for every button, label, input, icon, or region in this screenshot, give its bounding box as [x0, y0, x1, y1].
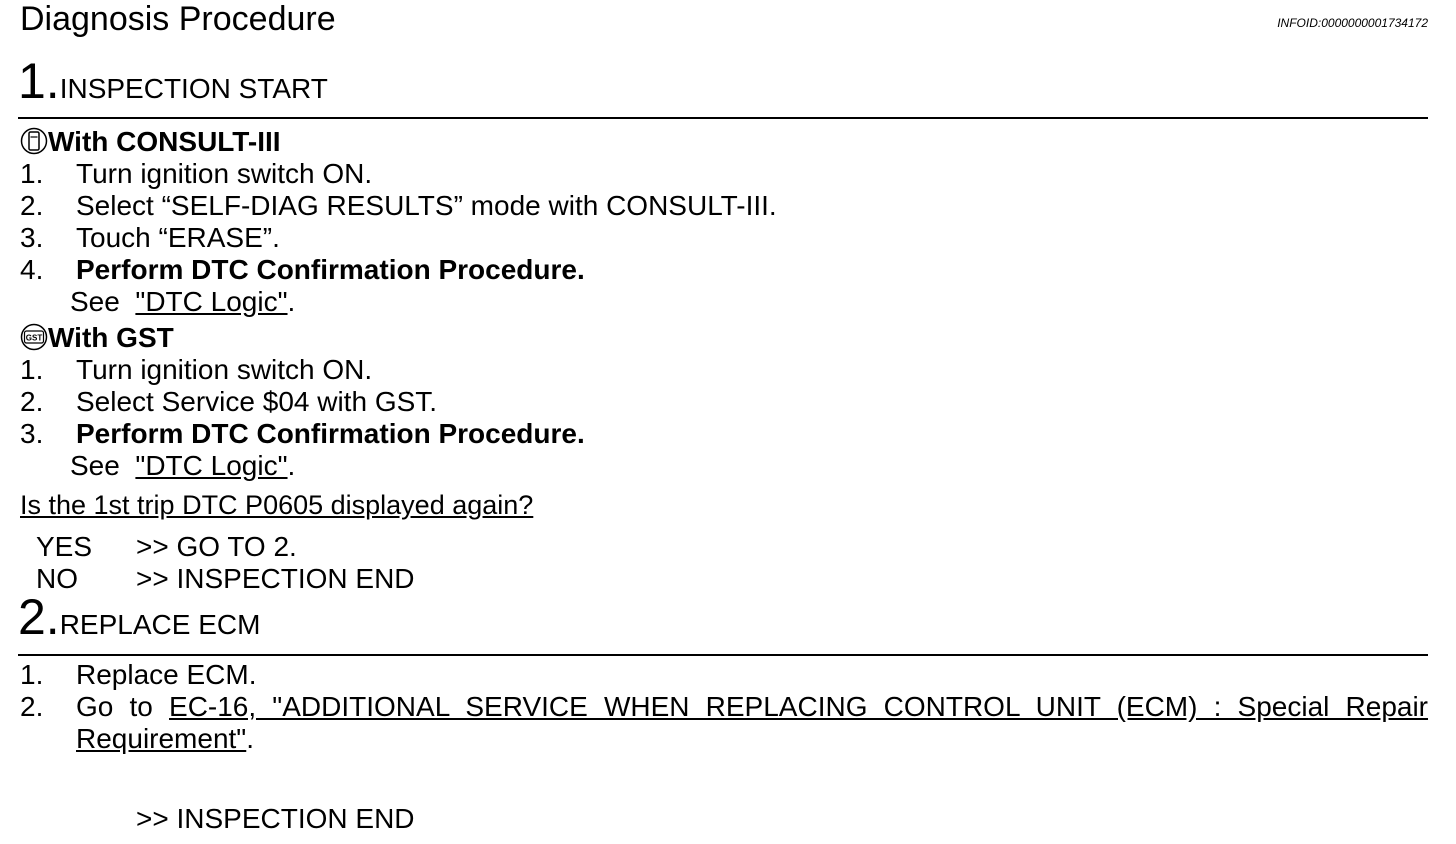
gst-icon [20, 323, 48, 351]
page-title: Diagnosis Procedure [20, 0, 336, 38]
gst-item-1-number: 1. [20, 354, 44, 385]
answer-no-value: >> INSPECTION END [136, 563, 415, 594]
consult-heading-label: With CONSULT-III [48, 126, 281, 157]
consult-item-4-number: 4. [20, 254, 44, 285]
step-1-divider [18, 117, 1428, 119]
consult-item-3-text: Touch “ERASE”. [76, 222, 280, 253]
gst-see-end: . [287, 450, 296, 481]
info-id: INFOID:0000000001734172 [1277, 16, 1428, 30]
answer-yes-value: >> GO TO 2. [136, 531, 297, 562]
step-2-item-1-number: 1. [20, 659, 44, 690]
consult-item-3-number: 3. [20, 222, 44, 253]
step-2-item-2-number: 2. [20, 691, 44, 722]
step-1-heading [18, 52, 328, 110]
gst-see-line [70, 450, 295, 482]
consult-tool-icon [20, 127, 48, 155]
additional-service-link[interactable]: EC-16, "ADDITIONAL SERVICE WHEN REPLACING CONTROL UNIT (ECM) : Special Repair Requirement" [76, 691, 1429, 754]
step-2-item-2-suffix: . [246, 723, 255, 754]
gst-heading [20, 322, 174, 354]
consult-see-label: See [70, 286, 120, 317]
consult-item-2-number: 2. [20, 190, 44, 221]
step-2-heading [18, 588, 260, 646]
step-2-item-2-text [76, 691, 1428, 755]
consult-dtc-logic-link[interactable]: "DTC Logic" [135, 286, 288, 317]
gst-heading-label: With GST [48, 322, 174, 353]
step-2-result: >> INSPECTION END [136, 803, 415, 834]
step-1-question: Is the 1st trip DTC P0605 displayed again? [20, 490, 534, 520]
answer-no-key: NO [36, 563, 78, 594]
answer-yes-key: YES [36, 531, 93, 562]
gst-item-2-number: 2. [20, 386, 44, 417]
consult-item-4-text: Perform DTC Confirmation Procedure. [76, 254, 585, 285]
gst-item-1-text: Turn ignition switch ON. [76, 354, 373, 385]
gst-item-3-text: Perform DTC Confirmation Procedure. [76, 418, 585, 449]
gst-see-label: See [70, 450, 120, 481]
step-2-item-1-text: Replace ECM. [76, 659, 257, 690]
svg-text:GST: GST [25, 333, 43, 343]
step-2-item-2-prefix: Go to [76, 691, 170, 722]
consult-item-2-text: Select “SELF-DIAG RESULTS” mode with CONSULT-III. [76, 190, 777, 221]
consult-item-1-text: Turn ignition switch ON. [76, 158, 373, 189]
step-1-title: INSPECTION START [59, 73, 328, 104]
consult-item-1-number: 1. [20, 158, 44, 189]
gst-item-3-number: 3. [20, 418, 44, 449]
consult-heading [20, 126, 281, 158]
consult-see-end: . [287, 286, 296, 317]
step-2-number: 2. [18, 589, 60, 645]
step-1-number: 1. [18, 53, 60, 109]
gst-item-2-text: Select Service $04 with GST. [76, 386, 438, 417]
step-2-divider [18, 654, 1428, 656]
consult-see-line [70, 286, 295, 318]
gst-dtc-logic-link[interactable]: "DTC Logic" [135, 450, 288, 481]
step-2-title: REPLACE ECM [59, 609, 261, 640]
